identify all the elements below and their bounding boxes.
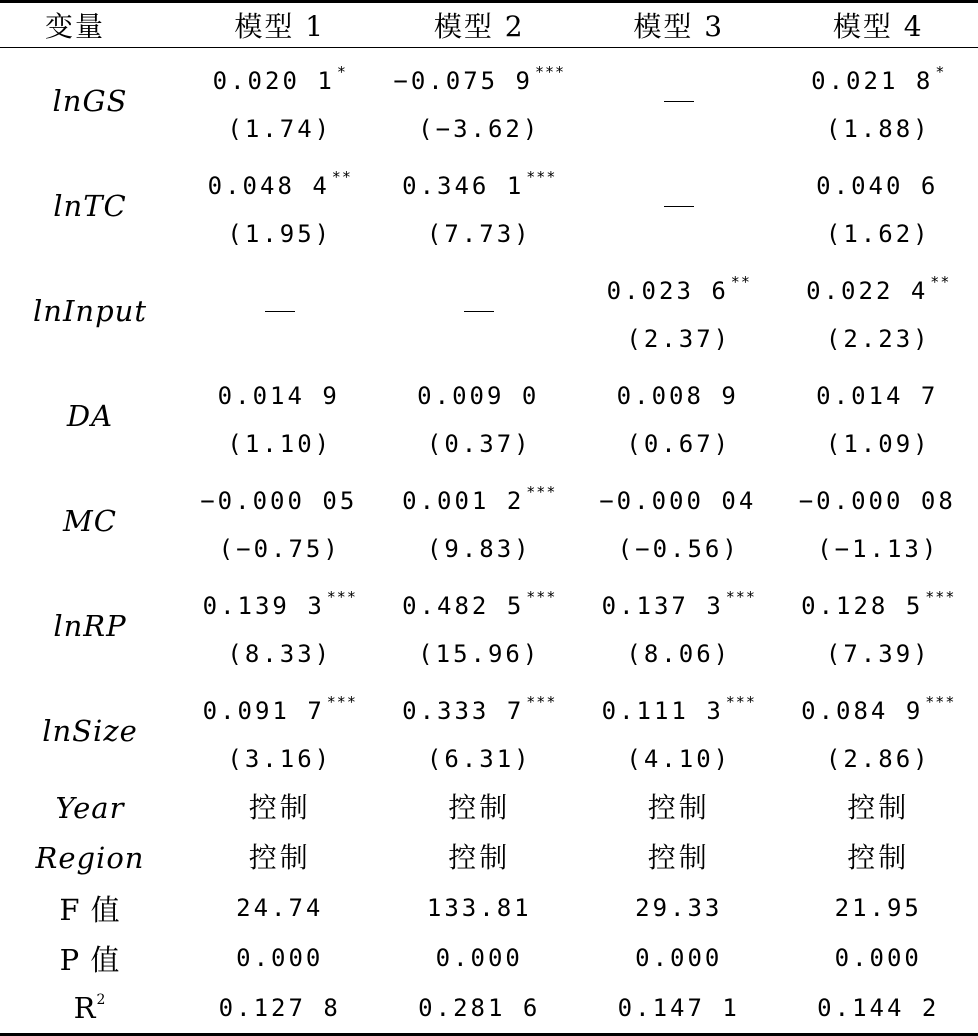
- coef: 0.111 3 ***: [579, 678, 779, 735]
- t-value: (15.96): [380, 630, 580, 678]
- t-value: (−0.75): [180, 525, 380, 573]
- table-row: [0, 48, 978, 154]
- t-value: (2.86): [779, 735, 978, 783]
- significance-stars: ***: [726, 588, 756, 606]
- r-squared-row: [0, 983, 978, 1035]
- coef: 0.482 5 ***: [380, 573, 580, 630]
- coef: 0.014 9: [180, 363, 380, 420]
- table-row: [0, 153, 978, 258]
- t-value: (7.73): [380, 210, 580, 258]
- t-value: (1.74): [180, 105, 380, 153]
- t-value: (2.23): [779, 315, 978, 363]
- coef: −0.000 08: [779, 468, 978, 525]
- coef: 0.333 7 ***: [380, 678, 580, 735]
- cell: 控制: [380, 833, 580, 883]
- cell: 控制: [180, 783, 380, 833]
- region-control-row: [0, 833, 978, 883]
- t-value: (1.62): [779, 210, 978, 258]
- empty-dash: [664, 101, 694, 102]
- coef: 0.091 7 ***: [180, 678, 380, 735]
- t-value: (2.37): [579, 315, 779, 363]
- t-value: (−1.13): [779, 525, 978, 573]
- header-row: [0, 2, 978, 48]
- cell: 133.81: [380, 883, 580, 933]
- cell: 0.281 6: [380, 983, 580, 1035]
- table-body: [0, 48, 978, 1035]
- var-name: MC: [0, 468, 180, 573]
- coef: 0.021 8 *: [779, 48, 978, 105]
- cell: [579, 153, 779, 258]
- coef: −0.000 04: [579, 468, 779, 525]
- t-value: (−3.62): [380, 105, 580, 153]
- empty-dash: [464, 311, 494, 312]
- cell: [779, 573, 978, 678]
- table-row: [0, 468, 978, 573]
- cell: [579, 468, 779, 573]
- significance-stars: ***: [726, 693, 756, 711]
- year-control-row: [0, 783, 978, 833]
- significance-stars: ***: [925, 588, 955, 606]
- cell: [380, 258, 580, 363]
- var-name: lnTC: [0, 153, 180, 258]
- coef: 0.040 6: [779, 153, 978, 210]
- header-model-3: 模型 3: [579, 2, 779, 48]
- cell: 0.000: [579, 933, 779, 983]
- table-row: [0, 258, 978, 363]
- coef: −0.075 9 ***: [380, 48, 580, 105]
- coef: 0.014 7: [779, 363, 978, 420]
- header-model-2: 模型 2: [380, 2, 580, 48]
- var-name: DA: [0, 363, 180, 468]
- t-value: (8.33): [180, 630, 380, 678]
- coef: 0.009 0: [380, 363, 580, 420]
- header-model-1: 模型 1: [180, 2, 380, 48]
- cell: [180, 48, 380, 154]
- cell: 0.000: [779, 933, 978, 983]
- cell: [380, 678, 580, 783]
- cell: [180, 258, 380, 363]
- coef: 0.137 3 ***: [579, 573, 779, 630]
- t-value: (−0.56): [579, 525, 779, 573]
- cell: [579, 678, 779, 783]
- cell: [779, 678, 978, 783]
- coef: −0.000 05: [180, 468, 380, 525]
- significance-stars: ***: [327, 588, 357, 606]
- coef: 0.022 4 **: [779, 258, 978, 315]
- coef: 0.346 1 ***: [380, 153, 580, 210]
- significance-stars: **: [731, 273, 751, 291]
- significance-stars: ***: [535, 63, 565, 81]
- t-value: (1.10): [180, 420, 380, 468]
- significance-stars: *: [337, 63, 347, 81]
- var-name: P 值: [0, 933, 180, 983]
- coef: 0.128 5 ***: [779, 573, 978, 630]
- cell: [579, 48, 779, 154]
- var-name: Region: [0, 833, 180, 883]
- cell: 0.000: [380, 933, 580, 983]
- cell: 29.33: [579, 883, 779, 933]
- coef: 0.023 6 **: [579, 258, 779, 315]
- t-value: (1.09): [779, 420, 978, 468]
- coef: 0.020 1 *: [180, 48, 380, 105]
- cell: [779, 258, 978, 363]
- cell: 控制: [579, 783, 779, 833]
- cell: 0.000: [180, 933, 380, 983]
- var-name: lnGS: [0, 48, 180, 154]
- var-name: lnInput: [0, 258, 180, 363]
- cell: 0.144 2: [779, 983, 978, 1035]
- var-name: lnRP: [0, 573, 180, 678]
- cell: [779, 363, 978, 468]
- table-row: [0, 573, 978, 678]
- cell: [779, 153, 978, 258]
- coef: 0.008 9: [579, 363, 779, 420]
- cell: [579, 363, 779, 468]
- header-variable: 变量: [0, 2, 180, 48]
- p-value-row: [0, 933, 978, 983]
- var-name: lnSize: [0, 678, 180, 783]
- cell: [380, 573, 580, 678]
- significance-stars: ***: [327, 693, 357, 711]
- header-model-4: 模型 4: [779, 2, 978, 48]
- significance-stars: ***: [526, 483, 556, 501]
- t-value: (0.37): [380, 420, 580, 468]
- cell: [779, 48, 978, 154]
- cell: 21.95: [779, 883, 978, 933]
- cell: [579, 258, 779, 363]
- significance-stars: ***: [526, 168, 556, 186]
- cell: [180, 363, 380, 468]
- var-name: $R^2$: [0, 983, 180, 1035]
- t-value: (6.31): [380, 735, 580, 783]
- significance-stars: *: [935, 63, 945, 81]
- cell: [180, 153, 380, 258]
- cell: 控制: [779, 833, 978, 883]
- var-name: F 值: [0, 883, 180, 933]
- cell: [180, 573, 380, 678]
- var-name: Year: [0, 783, 180, 833]
- cell: [579, 573, 779, 678]
- cell: 0.147 1: [579, 983, 779, 1035]
- table-row: [0, 363, 978, 468]
- cell: [380, 48, 580, 154]
- table-row: [0, 678, 978, 783]
- cell: 控制: [380, 783, 580, 833]
- t-value: (0.67): [579, 420, 779, 468]
- empty-dash: [664, 206, 694, 207]
- cell: 控制: [579, 833, 779, 883]
- significance-stars: **: [930, 273, 950, 291]
- coef: 0.048 4 **: [180, 153, 380, 210]
- t-value: (4.10): [579, 735, 779, 783]
- coef: 0.084 9 ***: [779, 678, 978, 735]
- cell: [380, 153, 580, 258]
- cell: 控制: [779, 783, 978, 833]
- t-value: (8.06): [579, 630, 779, 678]
- cell: [180, 678, 380, 783]
- coef: 0.001 2 ***: [380, 468, 580, 525]
- significance-stars: **: [332, 168, 352, 186]
- cell: [380, 363, 580, 468]
- significance-stars: ***: [526, 588, 556, 606]
- t-value: (1.95): [180, 210, 380, 258]
- cell: [380, 468, 580, 573]
- significance-stars: ***: [526, 693, 556, 711]
- t-value: (1.88): [779, 105, 978, 153]
- cell: 0.127 8: [180, 983, 380, 1035]
- f-value-row: [0, 883, 978, 933]
- coef: 0.139 3 ***: [180, 573, 380, 630]
- cell: 控制: [180, 833, 380, 883]
- cell: [180, 468, 380, 573]
- significance-stars: ***: [925, 693, 955, 711]
- t-value: (3.16): [180, 735, 380, 783]
- cell: [779, 468, 978, 573]
- cell: 24.74: [180, 883, 380, 933]
- t-value: (7.39): [779, 630, 978, 678]
- t-value: (9.83): [380, 525, 580, 573]
- empty-dash: [265, 311, 295, 312]
